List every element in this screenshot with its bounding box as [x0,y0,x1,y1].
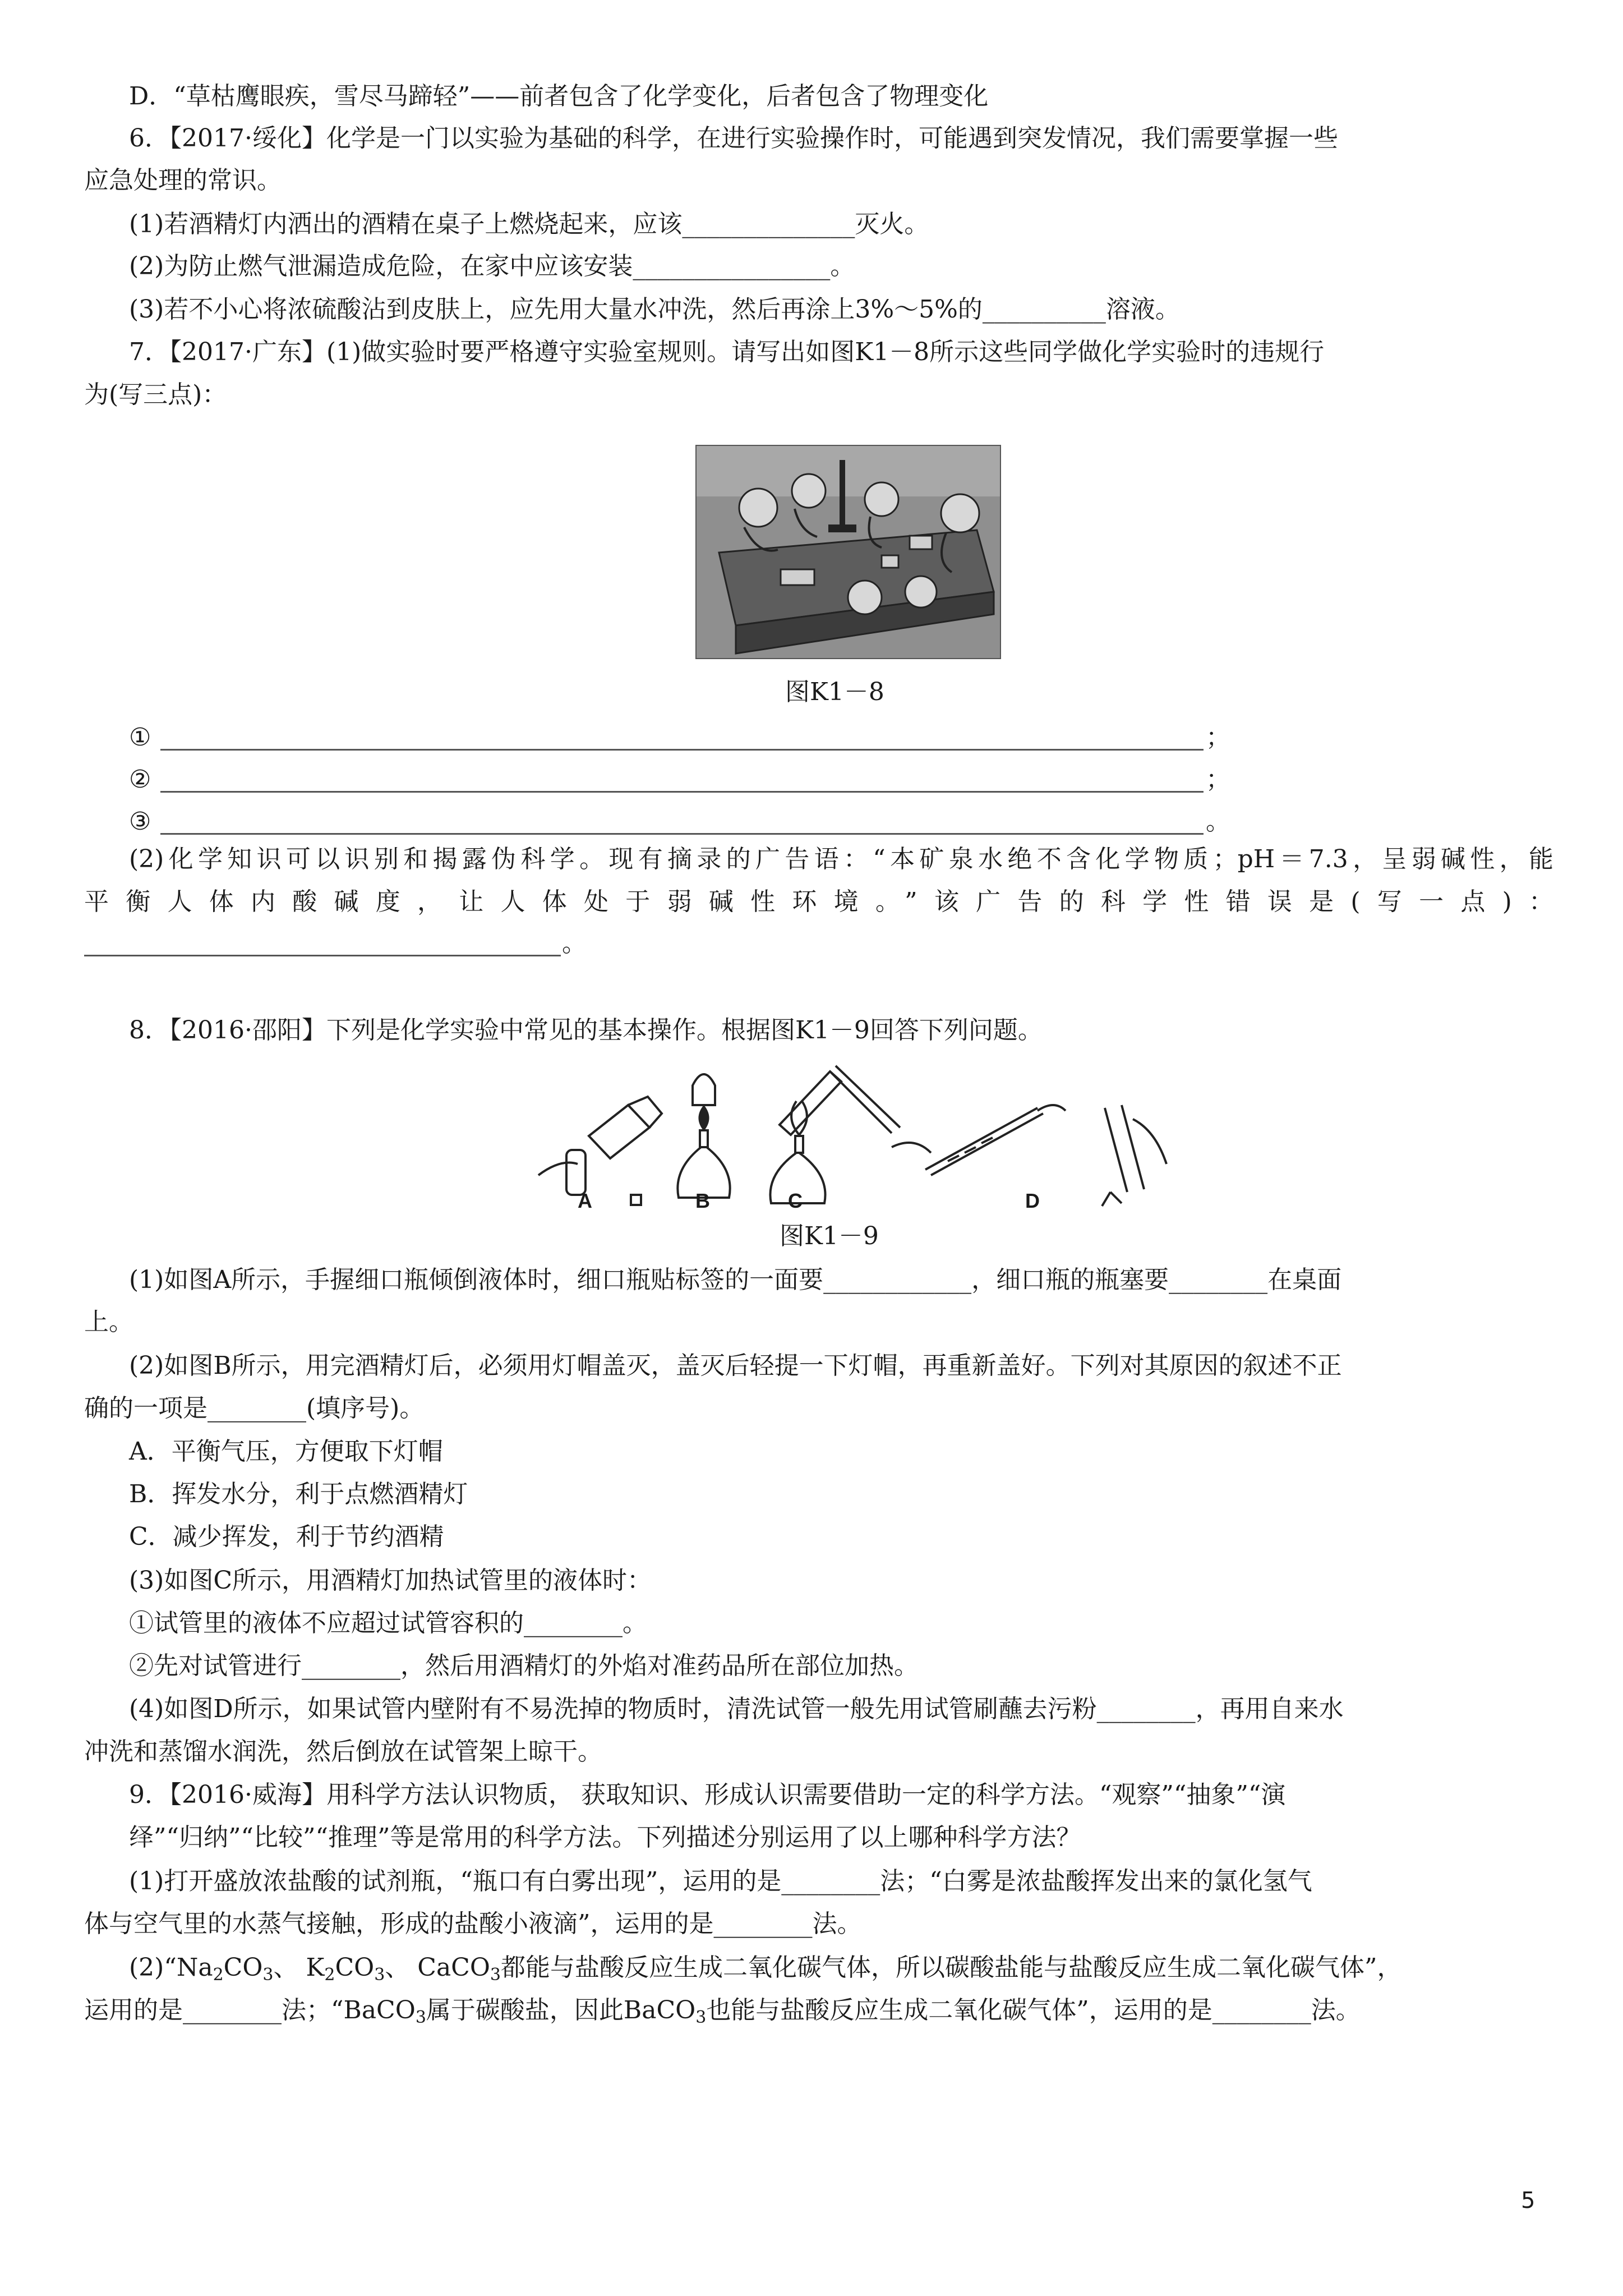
q9-stem-line2: 绎”“归纳”“比较”“推理”等是常用的科学方法。下列描述分别运用了以上哪种科学方法？ [129,1823,1081,1852]
answer-number-marker: ② [129,765,151,794]
q6-part3: (3)若不小心将浓硫酸沾到皮肤上，应先用大量水冲洗，然后再涂上3%～5%的__________溶液。 [129,295,1180,324]
answer-blank-line [160,749,1204,751]
q8-part2-line2: 确的一项是________(填序号)。 [84,1394,425,1423]
q9-part2-line2: 运用的是________法；“BaCO$_3$属于碳酸盐，因此BaCO$_3$也能与盐酸反应生成二氧化碳气体”，运用的是________法。 [84,1996,1361,2027]
alcohol-lamp-b-drawing [677,1074,730,1198]
figure-k1-8-caption: 图K1－8 [785,678,884,706]
q7-answer-line [129,720,1228,756]
q9-stem-line1: 9．【2016·威海】用科学方法认识物质， 获取知识、形成认识需要借助一定的科学方法。“观察”“抽象”“演 [129,1780,1286,1809]
q7-answer-line [129,762,1228,798]
answer-blank-line [160,791,1204,793]
q8-stem: 8．【2016·邵阳】下列是化学实验中常见的基本操作。根据图K1－9回答下列问题。 [129,1016,1043,1045]
q7-answer-line [129,804,1228,840]
answer-blank-line [160,833,1204,835]
answer-end-punctuation: ； [1206,765,1230,794]
q5-option-d: D．“草枯鹰眼疾，雪尽马蹄轻”——前者包含了化学变化，后者包含了物理变化 [129,82,989,111]
q9-part1-line1: (1)打开盛放浓盐酸的试剂瓶，“瓶口有白雾出现”，运用的是________法；“白雾是浓盐酸挥发出来的氯化氢气 [129,1867,1312,1895]
q7-stem-line1: 7．【2017·广东】(1)做实验时要严格遵守实验室规则。请写出如图K1－8所示这些同学做化学实验时的违规行 [129,338,1325,366]
pouring-liquid-drawing [538,1097,662,1205]
answer-number-marker: ① [129,723,151,752]
q8-option-c: C．减少挥发，利于节约酒精 [129,1522,444,1551]
figure-label-d: D [1025,1189,1040,1212]
q8-part3-item2: ②先对试管进行________，然后用酒精灯的外焰对准药品所在部位加热。 [129,1651,919,1680]
q8-part1-line1: (1)如图A所示，手握细口瓶倾倒液体时，细口瓶贴标签的一面要____________，细口瓶的瓶塞要________在桌面 [129,1266,1342,1294]
figure-k1-9-caption: 图K1－9 [780,1222,879,1250]
heating-test-tube-c-drawing [770,1066,900,1203]
answer-end-punctuation: ； [1206,723,1230,752]
q8-part4-line1: (4)如图D所示，如果试管内壁附有不易洗掉的物质时，清洗试管一般先用试管刷蘸去污粉________，再用自来水 [129,1695,1344,1723]
q8-part3: (3)如图C所示，用酒精灯加热试管里的液体时： [129,1566,652,1595]
figure-k1-9-lab-operations [533,1063,1195,1220]
q6-part1: (1)若酒精灯内洒出的酒精在桌子上燃烧起来，应该______________灭火。 [129,210,929,238]
page-number: 5 [1521,2188,1536,2214]
answer-end-punctuation: 。 [1206,807,1230,836]
q6-stem-line2: 应急处理的常识。 [84,166,282,195]
figure-label-b: B [695,1189,710,1212]
q7-part2-line2: 平衡人体内酸碱度，让人体处于弱碱性环境。”该广告的科学性错误是(写一点)： [84,887,1553,916]
answer-number-marker: ③ [129,807,151,836]
q7-stem-line2: 为(写三点)： [84,380,227,409]
q8-part4-line2: 冲洗和蒸馏水润洗，然后倒放在试管架上晾干。 [84,1737,602,1766]
lab-classroom-photo [695,445,1001,659]
q8-option-b: B．挥发水分，利于点燃酒精灯 [129,1480,468,1508]
figure-label-c: C [788,1189,803,1212]
q9-part1-line2: 体与空气里的水蒸气接触，形成的盐酸小液滴”，运用的是________法。 [84,1910,862,1938]
q8-option-a: A．平衡气压，方便取下灯帽 [129,1437,443,1466]
answer-blank-line [84,955,561,956]
q8-part3-item1: ①试管里的液体不应超过试管容积的________。 [129,1609,647,1637]
figure-label-a: A [578,1189,592,1212]
q6-part2: (2)为防止燃气泄漏造成危险，在家中应该安装________________。 [129,252,855,280]
answer-end-punctuation: 。 [562,929,587,958]
q8-part1-line2: 上。 [84,1308,133,1336]
q7-part2-line1: (2)化学知识可以识别和揭露伪科学。现有摘录的广告语：“本矿泉水绝不含化学物质；pH＝7.3，呈弱碱性，能 [129,845,1553,873]
q8-part2-line1: (2)如图B所示，用完酒精灯后，必须用灯帽盖灭，盖灭后轻提一下灯帽，再重新盖好。下列对其原因的叙述不正 [129,1351,1342,1380]
q7-part2-answer [84,926,589,961]
q6-stem-line1: 6．【2017·绥化】化学是一门以实验为基础的科学，在进行实验操作时，可能遇到突发情况，我们需要掌握一些 [129,124,1338,153]
q9-part2-line1: $(2)“Na_2CO_3$、 $K_2CO_3$、 CaCO$_3$都能与盐酸反应生成二氧化碳气体，所以碳酸盐能与盐酸反应生成二氧化碳气体”， [129,1953,1402,1985]
